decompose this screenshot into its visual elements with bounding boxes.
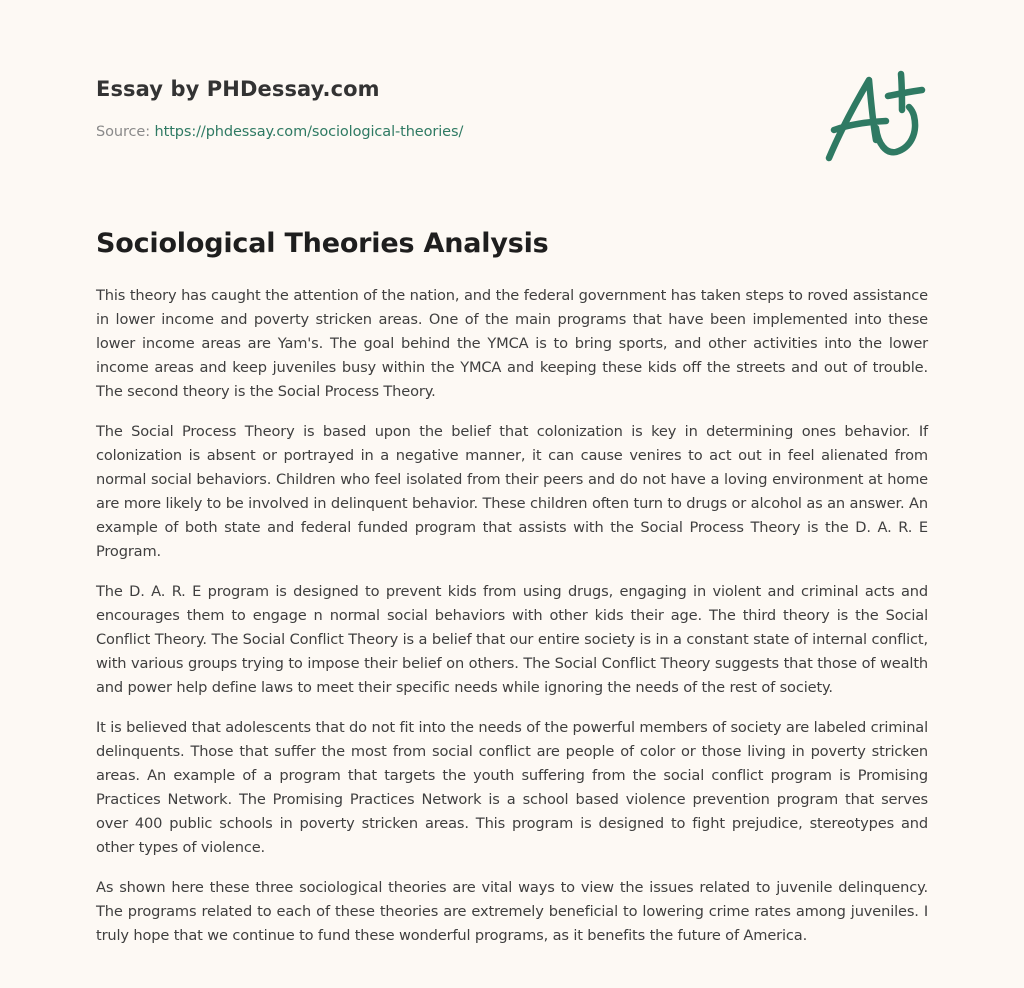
source-label: Source: bbox=[96, 124, 150, 140]
essay-paragraph: The Social Process Theory is based upon the belief that colonization is key in determining ones behavior. If colonization is absent or portrayed in a negative manner, it can cause venires to act out in feel alienated from normal social behaviors. Children who feel isolated from their peers and do not have a loving environment at home are more likely to be involved in delinquent behavior. These children often turn to drugs or alcohol as an answer. An example of both state and federal funded program that assists with the Social Process Theory is the D. A. R. E Program. bbox=[96, 423, 928, 560]
essay-paragraph: It is believed that adolescents that do not fit into the needs of the powerful members of society are labeled criminal delinquents. Those that suffer the most from social conflict are people of color or those living in poverty stricken areas. An example of a program that targets the youth suffering from the social conflict program is Promising Practices Network. The Promising Practices Network is a school based violence prevention program that serves over 400 public schools in poverty stricken areas. This program is designed to fight prejudice, stereotypes and other types of violence. bbox=[96, 719, 928, 856]
a-plus-grade-icon bbox=[818, 62, 938, 172]
essay-paragraph: This theory has caught the attention of the nation, and the federal government has taken steps to roved assistance in lower income and poverty stricken areas. One of the main programs that have been implemented into these lower income areas are Yam's. The goal behind the YMCA is to bring sports, and other activities into the lower income areas and keep juveniles busy within the YMCA and keeping these kids off the streets and out of trouble. The second theory is the Social Process Theory. bbox=[96, 287, 928, 400]
source-link[interactable]: https://phdessay.com/sociological-theories/ bbox=[154, 124, 464, 140]
essay-paragraph: As shown here these three sociological theories are vital ways to view the issues related to juvenile delinquency. The programs related to each of these theories are extremely beneficial to lowering crime rates among juveniles. I truly hope that we continue to fund these wonderful programs, as it benefits the future of America. bbox=[96, 879, 928, 944]
essay-paragraph: The D. A. R. E program is designed to prevent kids from using drugs, engaging in violent and criminal acts and encourages them to engage n normal social behaviors with other kids their age. The third theory is the Social Conflict Theory. The Social Conflict Theory is a belief that our entire society is in a constant state of internal conflict, with various groups trying to impose their belief on others. The Social Conflict Theory suggests that those of wealth and power help define laws to meet their specific needs while ignoring the needs of the rest of society. bbox=[96, 583, 928, 696]
essay-title: Sociological Theories Analysis bbox=[96, 228, 549, 259]
page-header bbox=[96, 74, 796, 142]
source-line bbox=[96, 122, 796, 142]
essay-body bbox=[96, 284, 928, 964]
site-title: Essay by PHDessay.com bbox=[96, 77, 380, 101]
